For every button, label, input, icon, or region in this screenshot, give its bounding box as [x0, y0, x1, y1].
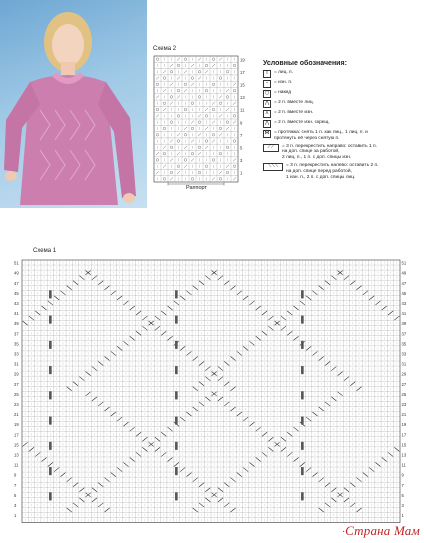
row-number-right: 37: [401, 331, 407, 337]
legend-symbol-icon: ⋀: [264, 120, 270, 127]
legend-text: = накид: [274, 90, 292, 95]
row-number-left: 41: [14, 311, 19, 317]
legend-text: = лиц. п.: [274, 70, 293, 75]
legend-text: = 3 п. перекрестить направо: оставить 1 п. на доп. спице за работой, 2 лиц. п., 1 п. с доп. спицы изн.: [282, 143, 377, 161]
row-number-right: 41: [401, 311, 407, 317]
row-number-right: 11: [401, 462, 406, 468]
legend-item: [263, 110, 421, 118]
cable-column-mark: [175, 366, 178, 374]
row-number-left: 35: [14, 341, 19, 347]
row-number-right: 15: [401, 442, 407, 448]
row-number-left: 1: [14, 513, 17, 519]
row-number-left: 51: [14, 260, 19, 266]
row-number-right: 43: [401, 300, 407, 306]
row-number: 9: [240, 120, 243, 126]
cable-column-mark: [301, 316, 304, 324]
legend-title: Условные обозначения:: [263, 60, 347, 67]
row-number-right: 7: [401, 482, 404, 488]
row-number-left: 49: [14, 270, 19, 276]
cable-column-mark: [301, 417, 304, 425]
row-number-right: 13: [401, 452, 407, 458]
row-number: 5: [240, 145, 243, 151]
cable-column-mark: [49, 467, 52, 475]
legend-text: = протяжка: снять 1 п. как лиц., 1 лиц. п. и протянуть её через снятую п.: [274, 130, 368, 141]
legend-item: [263, 90, 421, 98]
model-photo: [0, 0, 147, 208]
row-number-right: 31: [401, 361, 407, 367]
cable-column-mark: [49, 492, 52, 500]
row-number: 15: [240, 82, 245, 88]
row-number-right: 5: [401, 492, 404, 498]
rapport-label: Раппорт: [186, 185, 208, 191]
row-number-right: 9: [401, 472, 404, 478]
row-number-right: 45: [401, 290, 407, 296]
scheme-1-title: Схема 1: [33, 248, 57, 254]
row-number-right: 17: [401, 432, 407, 438]
site-watermark: ·Страна Мам: [342, 523, 420, 538]
scheme-1-chart: [14, 256, 416, 528]
row-number-left: 37: [14, 331, 19, 337]
cable-column-mark: [175, 316, 178, 324]
row-number-right: 29: [401, 371, 407, 377]
row-number-right: 35: [401, 341, 407, 347]
legend-item: [263, 120, 421, 128]
cable-column-mark: [49, 316, 52, 324]
legend-item: [263, 80, 421, 88]
row-number-left: 11: [14, 462, 19, 468]
legend-text: = 2 п. вместе лиц.: [274, 100, 314, 105]
cable-column-mark: [49, 366, 52, 374]
sweater-model-illustration: [0, 0, 147, 208]
row-number-right: 33: [401, 351, 407, 357]
cable-column-mark: [301, 341, 304, 349]
row-number-left: 25: [14, 391, 19, 397]
legend-item: [263, 144, 421, 161]
row-number-left: 43: [14, 300, 19, 306]
row-number-left: 47: [14, 280, 19, 286]
legend-text: = изн. п.: [274, 80, 293, 85]
row-number-left: 45: [14, 290, 19, 296]
cable-column-mark: [301, 467, 304, 475]
cable-column-mark: [175, 417, 178, 425]
cable-column-mark: [175, 467, 178, 475]
row-number-left: 29: [14, 371, 19, 377]
row-number: 3: [240, 158, 243, 164]
scheme-2-chart: [152, 54, 252, 186]
row-number-left: 33: [14, 351, 19, 357]
row-number-right: 27: [401, 381, 407, 387]
row-number-left: 15: [14, 442, 19, 448]
row-number-right: 47: [401, 280, 407, 286]
cable-column-mark: [49, 290, 52, 298]
legend-symbol-icon: ⋏: [263, 110, 271, 118]
row-number-right: 19: [401, 422, 407, 428]
cable-column-mark: [175, 341, 178, 349]
legend-list: [263, 70, 421, 180]
row-number-left: 27: [14, 381, 19, 387]
row-number-right: 3: [401, 502, 404, 508]
legend-item: [263, 100, 421, 108]
cable-column-mark: [175, 290, 178, 298]
legend-item: [263, 130, 421, 142]
legend-symbol-icon: I: [263, 70, 271, 78]
legend: [263, 60, 421, 182]
legend-text: = 2 п. вместе изн. скрещ.: [274, 120, 330, 125]
cable-column-mark: [301, 290, 304, 298]
row-number: 1: [240, 170, 243, 176]
row-number-right: 1: [401, 513, 404, 519]
row-number-left: 17: [14, 432, 19, 438]
scheme-2-title: Схема 2: [153, 46, 177, 52]
row-number-right: 25: [401, 391, 407, 397]
legend-symbol-icon: –: [263, 80, 271, 88]
watermark-text: Страна Мам: [345, 523, 420, 538]
row-number-left: 9: [14, 472, 17, 478]
row-number: 17: [240, 69, 245, 75]
row-number-left: 5: [14, 492, 17, 498]
row-number: 13: [240, 95, 245, 101]
cable-column-mark: [49, 391, 52, 399]
row-number-right: 49: [401, 270, 407, 276]
row-number: 11: [240, 107, 245, 113]
cable-column-mark: [49, 442, 52, 450]
row-number: 7: [240, 132, 243, 138]
legend-item: [263, 70, 421, 78]
legend-text: = 2 п. вместе изн.: [274, 110, 314, 115]
row-number-left: 19: [14, 422, 19, 428]
cable-column-mark: [301, 442, 304, 450]
row-number: 19: [240, 57, 245, 63]
row-number-right: 39: [401, 321, 407, 327]
row-number-right: 23: [401, 401, 407, 407]
cable-column-mark: [301, 492, 304, 500]
cable-column-mark: [49, 341, 52, 349]
row-number-left: 31: [14, 361, 19, 367]
cable-column-mark: [175, 391, 178, 399]
row-number-right: 51: [401, 260, 407, 266]
legend-item: [263, 163, 421, 180]
row-number-right: 21: [401, 412, 407, 418]
legend-symbol-icon: ⟍⟍⟍: [263, 163, 283, 171]
legend-symbol-icon: ⟋⟋: [263, 144, 279, 152]
cable-column-mark: [301, 391, 304, 399]
cable-column-mark: [175, 492, 178, 500]
cable-column-mark: [301, 366, 304, 374]
legend-symbol-icon: ○: [264, 90, 270, 97]
row-number-left: 13: [14, 452, 19, 458]
cable-column-mark: [175, 442, 178, 450]
row-number-left: 7: [14, 482, 17, 488]
row-number-left: 39: [14, 321, 19, 327]
legend-symbol-icon: ⋀: [264, 100, 270, 107]
row-number-left: 21: [14, 412, 19, 418]
cable-column-mark: [49, 417, 52, 425]
legend-text: = 3 п. перекрестить налево: оставить 2 п. на доп. спице перед работой, 1 изн. п., 2 п. с доп. спицы лиц.: [286, 162, 379, 180]
legend-symbol-icon: ⋈: [264, 130, 270, 137]
row-number-left: 23: [14, 401, 19, 407]
row-number-left: 3: [14, 502, 17, 508]
